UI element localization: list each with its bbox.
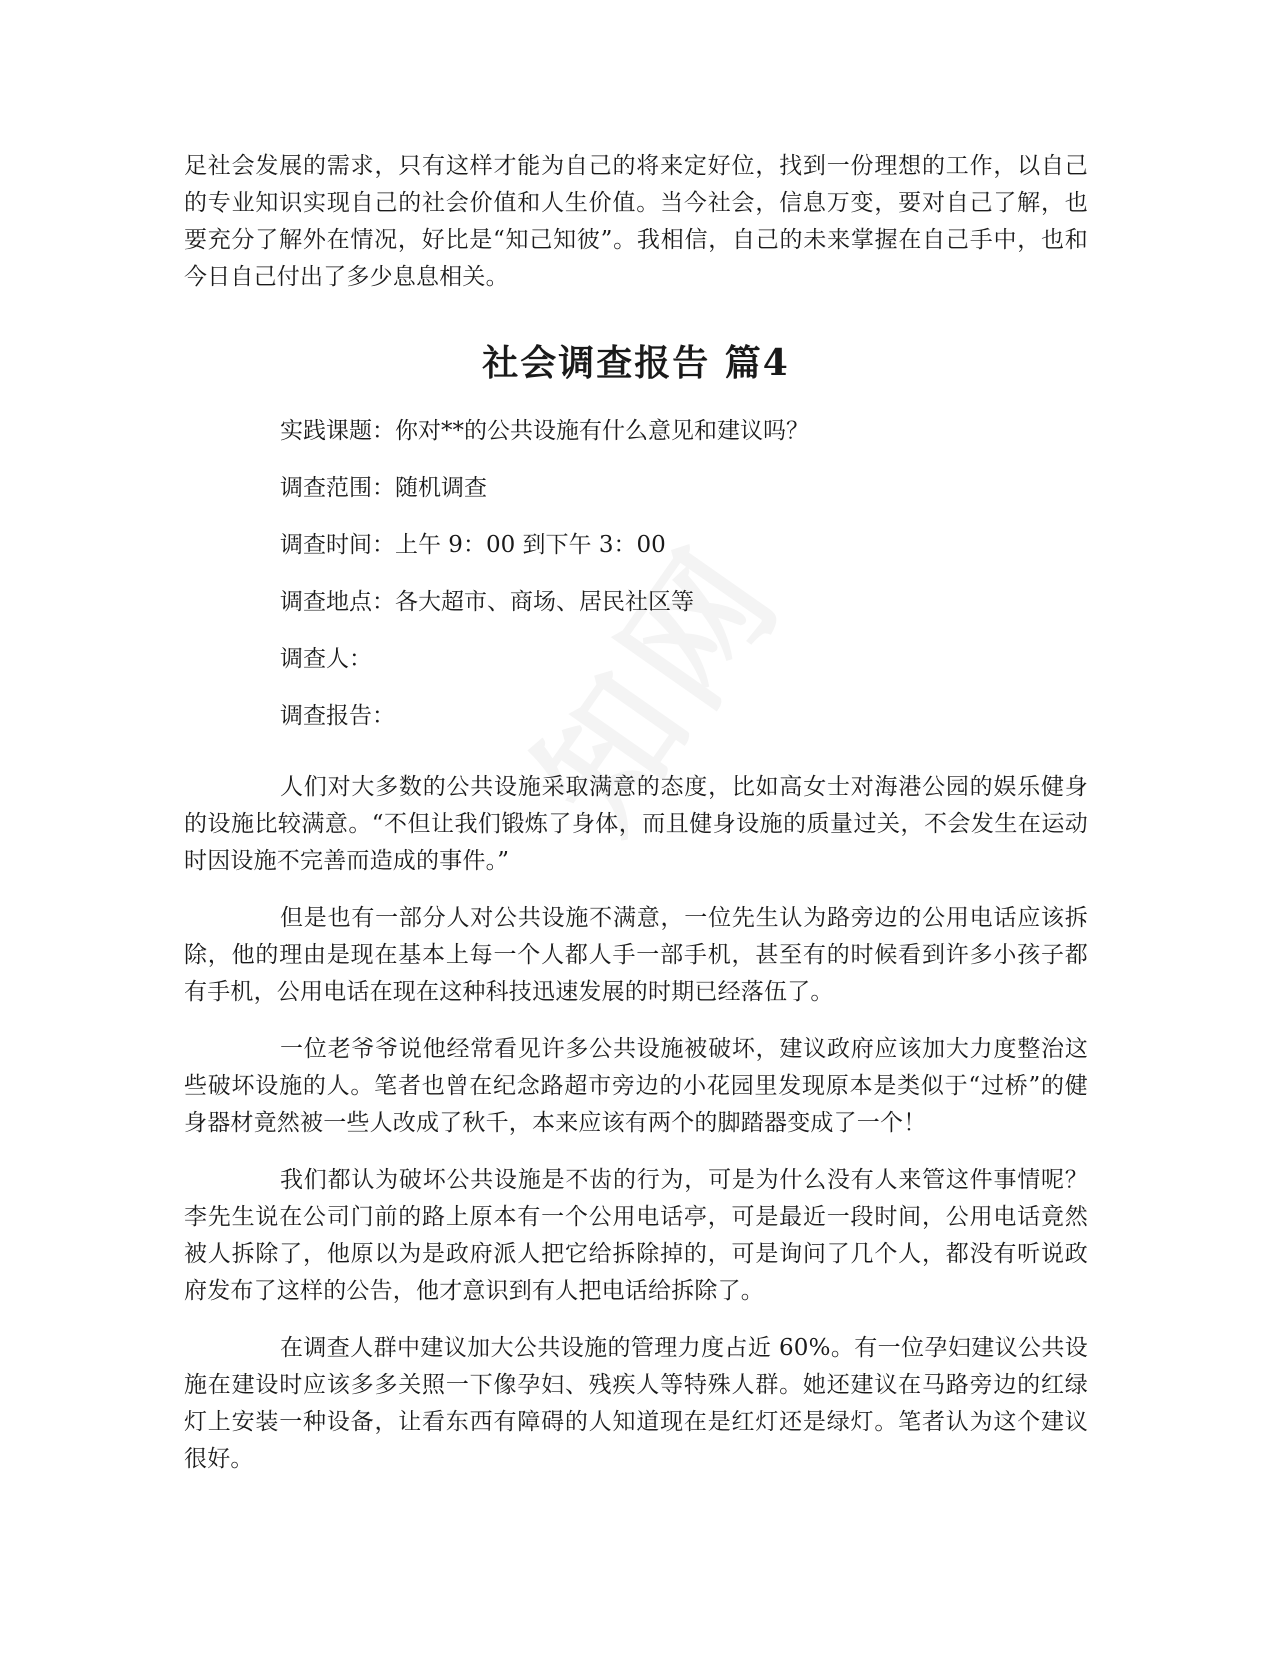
meta-report: 调查报告：	[280, 703, 395, 729]
meta-topic: 实践课题：你对**的公共设施有什么意见和建议吗？	[280, 418, 809, 444]
body-paragraph: 一位老爷爷说他经常看见许多公共设施被破坏，建议政府应该加大力度整治这些破坏设施的人。笔者也曾在纪念路超市旁边的小花园里发现原本是类似于“过桥”的健身器材竟然被一些人改成了秋千，本来应该有两个的脚踏器变成了一个！	[184, 1036, 1088, 1136]
body-paragraph: 但是也有一部分人对公共设施不满意，一位先生认为路旁边的公用电话应该拆除，他的理由是现在基本上每一个人都人手一部手机，甚至有的时候看到许多小孩子都有手机，公用电话在现在这种科技迅速发展的时期已经落伍了。	[184, 905, 1088, 1005]
body-paragraph: 在调查人群中建议加大公共设施的管理力度占近 60%。有一位孕妇建议公共设施在建设时应该多多关照一下像孕妇、残疾人等特殊人群。她还建议在马路旁边的红绿灯上安装一种设备，让看东西有障碍的人知道现在是红灯还是绿灯。笔者认为这个建议很好。	[184, 1335, 1088, 1472]
meta-place: 调查地点：各大超市、商场、居民社区等	[280, 589, 694, 615]
meta-time: 调查时间：上午 9：00 到下午 3：00	[280, 532, 666, 558]
body-paragraph: 我们都认为破坏公共设施是不齿的行为，可是为什么没有人来管这件事情呢？李先生说在公司门前的路上原本有一个公用电话亭，可是最近一段时间，公用电话竟然被人拆除了，他原以为是政府派人把它给拆除掉的，可是询问了几个人，都没有听说政府发布了这样的公告，他才意识到有人把电话给拆除了。	[184, 1167, 1088, 1304]
meta-scope: 调查范围：随机调查	[280, 475, 487, 501]
body-paragraph: 人们对大多数的公共设施采取满意的态度，比如高女士对海港公园的娱乐健身的设施比较满意。“不但让我们锻炼了身体，而且健身设施的质量过关，不会发生在运动时因设施不完善而造成的事件。”	[184, 774, 1088, 874]
document-page	[184, 148, 1088, 1498]
meta-investigator: 调查人：	[280, 646, 372, 672]
intro-paragraph: 足社会发展的需求，只有这样才能为自己的将来定好位，找到一份理想的工作，以自己的专业知识实现自己的社会价值和人生价值。当今社会，信息万变，要对自己了解，也要充分了解外在情况，好比是“知己知彼”。我相信，自己的未来掌握在自己手中，也和今日自己付出了多少息息相关。	[184, 153, 1088, 290]
section-title: 社会调查报告 篇4	[482, 342, 790, 384]
